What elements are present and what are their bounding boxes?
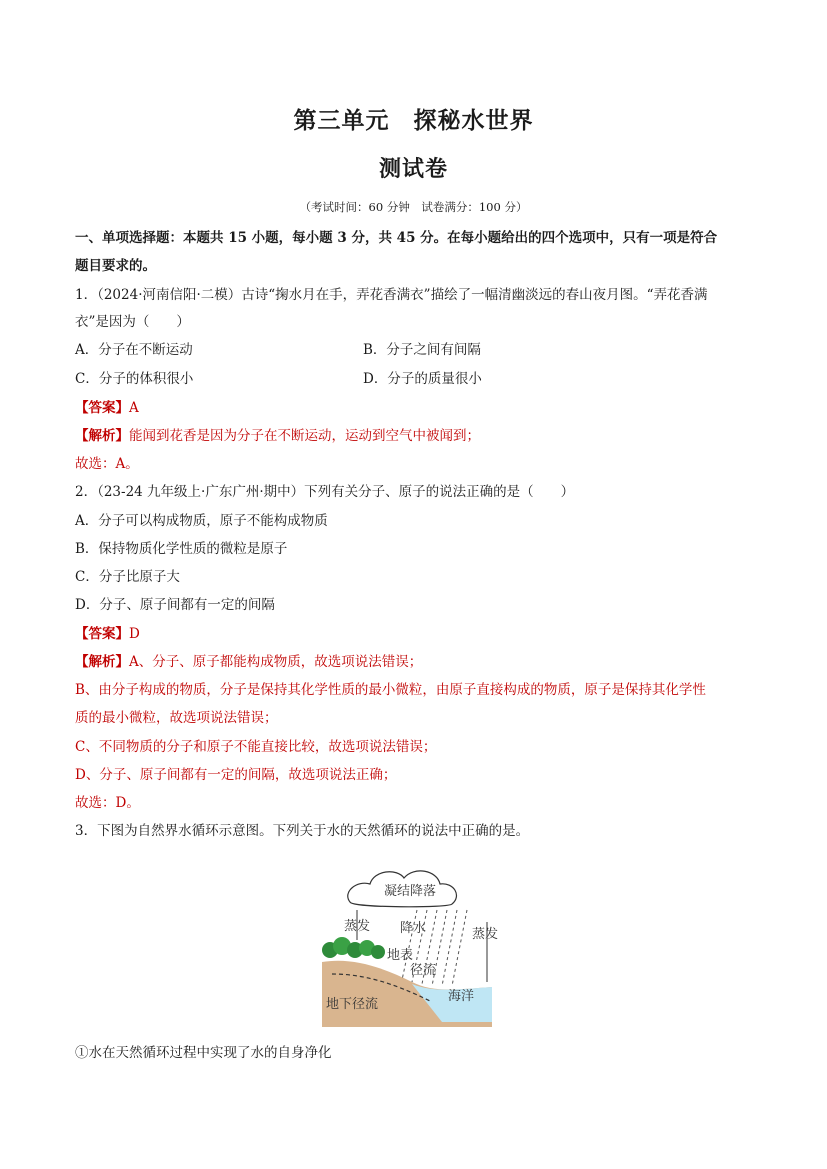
- page-title: 第三单元 探秘水世界: [293, 107, 534, 134]
- q1-option-b: B．分子之间有间隔: [363, 342, 481, 358]
- q2-analysis-b-line2: 质的最小微粒，故选项说法错误；: [75, 710, 278, 726]
- q1-stem-line1: 1．（2024·河南信阳·二模）古诗“掬水月在手，弄花香满衣”描绘了一幅清幽淡远的春山夜月图。“弄花香满: [75, 287, 708, 303]
- answer-value: A: [129, 400, 139, 416]
- q1-option-d: D．分子的质量很小: [363, 371, 482, 387]
- evap-left-label: 蒸发: [344, 918, 371, 933]
- q2-option-d: D．分子、原子间都有一定的间隔: [75, 597, 275, 613]
- surface-label-2: 径流: [410, 962, 437, 977]
- q2-stem: 2．（23-24 九年级上·广东广州·期中）下列有关分子、原子的说法正确的是（ ）: [75, 484, 575, 500]
- q2-analysis-b-line1: B、由分子构成的物质，分子是保持其化学性质的最小微粒，由原子直接构成的物质，原子是保持其化学性: [75, 682, 706, 698]
- underground-label: 地下径流: [326, 996, 379, 1011]
- q2-conclusion: 故选：D。: [75, 795, 140, 811]
- ocean-label: 海洋: [448, 988, 475, 1003]
- answer-tag: 【答案】: [75, 400, 129, 416]
- analysis-text: A、分子、原子都能构成物质，故选项说法错误；: [129, 654, 423, 670]
- q1-options-row2: [75, 369, 755, 389]
- q1-option-a: A．分子在不断运动: [75, 342, 193, 358]
- answer-value: D: [129, 626, 140, 642]
- q2-analysis-c: C、不同物质的分子和原子不能直接比较，故选项说法错误；: [75, 739, 437, 755]
- q1-option-c: C．分子的体积很小: [75, 371, 194, 387]
- section-heading-line2: 题目要求的。: [75, 258, 156, 274]
- q2-answer: [75, 624, 755, 644]
- q2-option-a: A．分子可以构成物质，原子不能构成物质: [75, 513, 328, 529]
- q1-stem-line2: 衣”是因为（ ）: [75, 314, 190, 330]
- analysis-tag: 【解析】: [75, 428, 129, 444]
- water-cycle-diagram: [322, 862, 499, 1027]
- exam-info: （考试时间：60 分钟 试卷满分：100 分）: [299, 200, 528, 214]
- trees: [322, 937, 385, 959]
- answer-tag: 【答案】: [75, 626, 129, 642]
- analysis-tag: 【解析】: [75, 654, 129, 670]
- page-subtitle: 测试卷: [378, 156, 448, 182]
- cloud-label: 凝结降落: [384, 883, 437, 898]
- section-heading-line1: 一、单项选择题：本题共 15 小题，每小题 3 分，共 45 分。在每小题给出的四个选项中，只有一项是符合: [75, 230, 718, 246]
- q3-stem: 3．下图为自然界水循环示意图。下列关于水的天然循环的说法中正确的是。: [75, 823, 530, 839]
- analysis-text: 能闻到花香是因为分子在不断运动，运动到空气中被闻到；: [129, 428, 480, 444]
- q2-analysis-d: D、分子、原子间都有一定的间隔，故选项说法正确；: [75, 767, 397, 783]
- q2-analysis-a: [75, 652, 755, 672]
- q3-statement-1: ①水在天然循环过程中实现了水的自身净化: [75, 1045, 332, 1061]
- q1-answer: [75, 398, 755, 418]
- rain-label: 降水: [400, 920, 427, 935]
- q1-conclusion: 故选：A。: [75, 456, 139, 472]
- q1-options-row1: [75, 340, 755, 360]
- q2-option-b: B．保持物质化学性质的微粒是原子: [75, 541, 288, 557]
- surface-label-1: 地表: [387, 947, 414, 962]
- q1-analysis: [75, 426, 755, 446]
- evap-right-label: 蒸发: [472, 926, 499, 941]
- q2-option-c: C．分子比原子大: [75, 569, 180, 585]
